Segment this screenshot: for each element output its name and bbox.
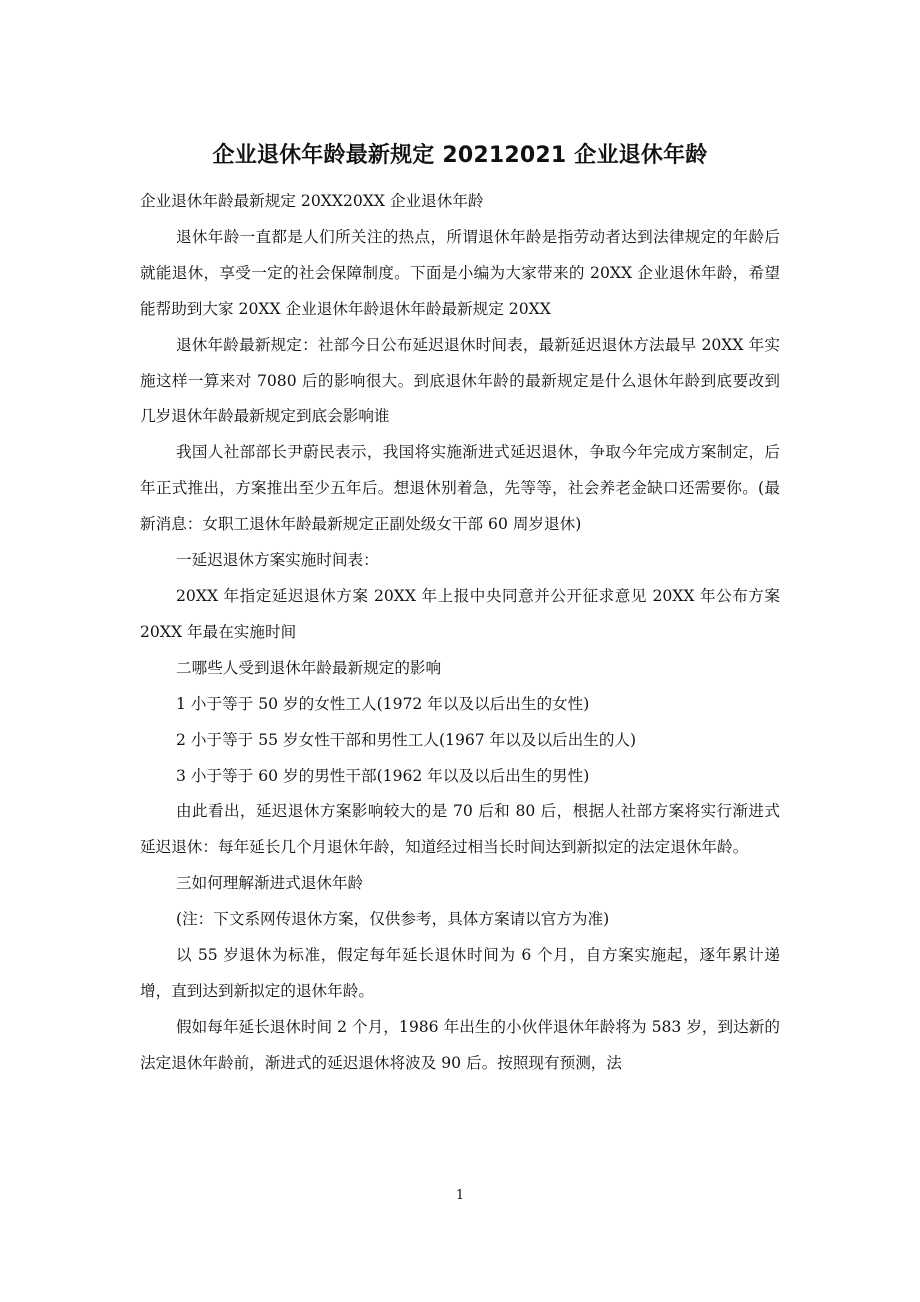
latest-rule-paragraph: 退休年龄最新规定：社部今日公布延迟退休时间表，最新延迟退休方法最早 20XX 年实施这样一算来对 7080 后的影响很大。到底退休年龄的最新规定是什么退休年龄到底要改到几岁退休年龄最新规定到底会影响谁 [140,335,780,426]
document-body [140,184,780,1082]
list-item: 1 小于等于 50 岁的女性工人(1972 年以及以后出生的女性) [176,694,590,713]
section-heading-understanding: 三如何理解渐进式退休年龄 [176,874,364,893]
impact-paragraph: 由此看出，延迟退休方案影响较大的是 70 后和 80 后，根据人社部方案将实行渐进式延迟退休：每年延长几个月退休年龄，知道经过相当长时间达到新拟定的法定退休年龄。 [140,802,780,857]
intro-paragraph: 退休年龄一直都是人们所关注的热点，所谓退休年龄是指劳动者达到法律规定的年龄后就能退休，享受一定的社会保障制度。下面是小编为大家带来的 20XX 企业退休年龄，希望能帮助到大家 20XX 企业退休年龄退休年龄最新规定 20XX [140,227,780,318]
standard-paragraph: 以 55 岁退休为标准，假定每年延长退休时间为 6 个月，自方案实施起，逐年累计递增，直到达到新拟定的退休年龄。 [140,946,780,1000]
subtitle-paragraph: 企业退休年龄最新规定 20XX20XX 企业退休年龄 [140,192,484,210]
list-item: 2 小于等于 55 岁女性干部和男性工人(1967 年以及以后出生的人) [176,730,637,749]
document-title: 企业退休年龄最新规定 20212021 企业退休年龄 [212,143,708,168]
minister-statement-paragraph: 我国人社部部长尹蔚民表示，我国将实施渐进式延迟退休，争取今年完成方案制定，后年正式推出，方案推出至少五年后。想退休别着急，先等等，社会养老金缺口还需要你。(最新消息：女职工退休年龄最新规定正副处级女干部 60 周岁退休) [140,443,780,534]
section-heading-timeline: 一延迟退休方案实施时间表： [176,551,379,570]
section-heading-affected: 二哪些人受到退休年龄最新规定的影响 [176,658,442,677]
timeline-paragraph: 20XX 年指定延迟退休方案 20XX 年上报中央同意并公开征求意见 20XX 年公布方案 20XX 年最在实施时间 [140,586,780,641]
page-number: 1 [455,1188,465,1203]
note-paragraph: (注：下文系网传退休方案，仅供参考，具体方案请以官方为准) [176,910,610,929]
example-paragraph: 假如每年延长退休时间 2 个月，1986 年出生的小伙伴退休年龄将为 583 岁，到达新的法定退休年龄前，渐进式的延迟退休将波及 90 后。按照现有预测，法 [140,1017,780,1072]
list-item: 3 小于等于 60 岁的男性干部(1962 年以及以后出生的男性) [176,766,590,785]
